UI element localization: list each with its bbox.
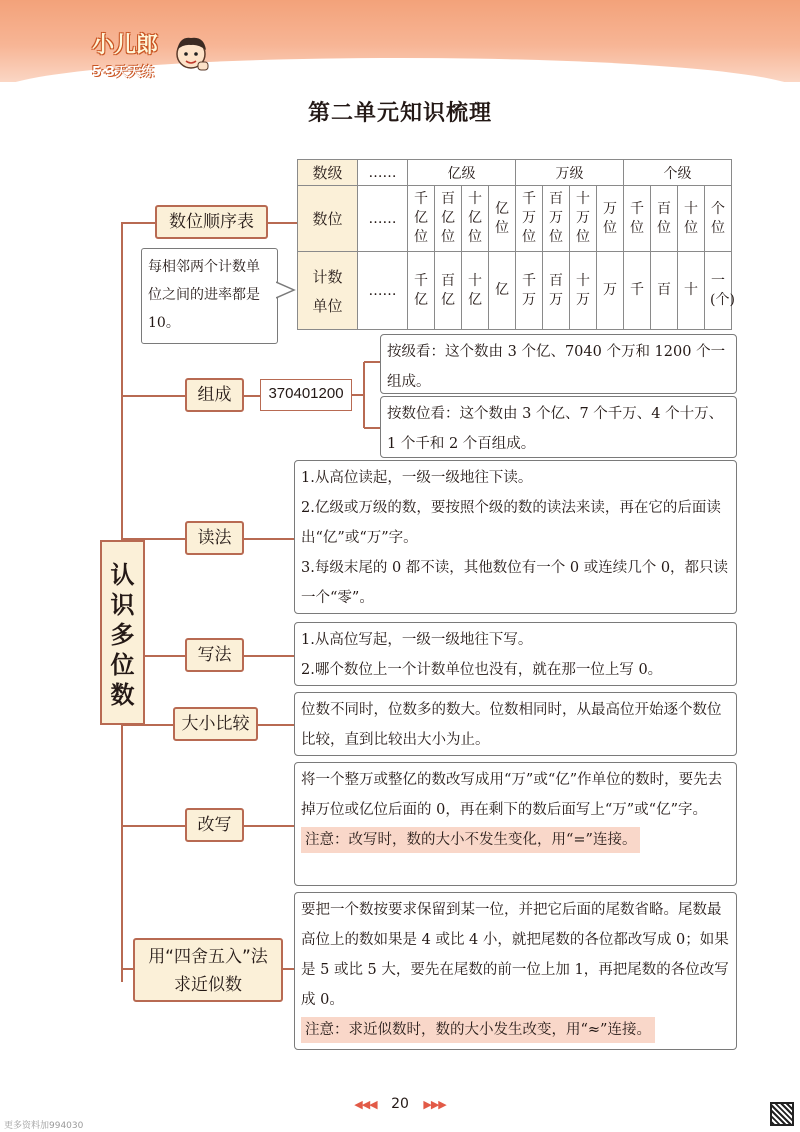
rewrite-note: 注意：改写时，数的大小不发生变化，用“=”连接。 <box>301 827 640 853</box>
footer-right-arrows-icon: ▶▶▶ <box>423 1098 446 1111</box>
digit-cell: 千万位 <box>522 191 536 245</box>
level-dots: …… <box>358 160 408 186</box>
node-approx-label-1: 用“四舍五入”法 <box>148 947 268 967</box>
level-ge: 个级 <box>624 160 732 186</box>
approx-note: 注意：求近似数时，数的大小发生改变，用“≈”连接。 <box>301 1017 655 1043</box>
connector-rewrite-box <box>244 825 294 827</box>
writing-item-1: 1.从高位写起，一级一级地往下写。 <box>301 632 533 648</box>
connector-reading-box <box>244 538 294 540</box>
mascot-boy-icon <box>168 32 214 78</box>
level-wan: 万级 <box>516 160 624 186</box>
brand-logo <box>92 28 158 80</box>
order-table-note-text: 每相邻两个计数单位之间的进率都是10。 <box>148 259 260 331</box>
unit-cell: 万 <box>603 282 617 298</box>
connector-compare-box <box>258 724 294 726</box>
compare-box <box>294 692 737 756</box>
approx-text: 要把一个数按要求保留到某一位，并把它后面的尾数省略。尾数最高位上的数如果是 4 或比 4 小，就把尾数的各位都改写成 0；如果是 5 或比 5 大，要先在尾数的前一位上加 1，再把尾数的各位改写成 0。 <box>301 902 729 1008</box>
center-topic-text: 认识多位数 <box>110 561 135 709</box>
center-topic <box>100 540 145 725</box>
connector-rewrite <box>121 825 185 827</box>
node-writing-label: 写法 <box>197 645 232 665</box>
digit-cell: 十位 <box>684 200 698 236</box>
level-yi: 亿级 <box>408 160 516 186</box>
row-head-digit: 数位 <box>298 186 358 252</box>
unit-cell: 十亿 <box>468 272 482 308</box>
digit-cell: 个位 <box>711 200 725 236</box>
digit-cell: 亿位 <box>495 200 509 236</box>
reading-item-1: 1.从高位读起，一级一级地往下读。 <box>301 470 533 486</box>
node-reading-label: 读法 <box>197 528 232 548</box>
digit-cell: 百亿位 <box>441 191 455 245</box>
writing-box <box>294 622 737 686</box>
unit-cell: 千 <box>630 282 644 298</box>
page-footer <box>0 1096 800 1112</box>
composition-by-digit-box <box>380 396 737 458</box>
node-reading <box>185 521 244 555</box>
node-rewrite <box>185 808 244 842</box>
order-table-note <box>141 248 278 344</box>
qr-code-icon <box>770 1102 794 1126</box>
unit-dots: …… <box>358 252 408 330</box>
digit-cell: 百万位 <box>549 191 563 245</box>
node-order-table-label: 数位顺序表 <box>169 212 254 232</box>
node-rewrite-label: 改写 <box>197 815 232 835</box>
digit-cell: 百位 <box>657 200 671 236</box>
reading-item-3: 3.每级末尾的 0 都不读，其他数位有一个 0 或连续几个 0，都只读一个“零”。 <box>301 560 729 606</box>
rewrite-text: 将一个整万或整亿的数改写成用“万”或“亿”作单位的数时，要先去掉万位或亿位后面的 0，再在剩下的数后面写上“万”或“亿”字。 <box>301 772 723 818</box>
reading-box <box>294 460 737 614</box>
approx-box <box>294 892 737 1050</box>
digit-cell: 十亿位 <box>468 191 482 245</box>
digit-dots: …… <box>358 186 408 252</box>
footer-left-arrows-icon: ◀◀◀ <box>354 1098 377 1111</box>
watermark: 更多资料加994030 <box>4 1121 84 1131</box>
rewrite-box <box>294 762 737 886</box>
node-composition <box>185 378 244 412</box>
unit-cell: 百 <box>657 282 671 298</box>
connector-approx-box <box>283 968 294 970</box>
unit-cell: 一(个) <box>710 272 735 308</box>
connector-composition-num <box>244 395 260 397</box>
row-head-level: 数级 <box>298 160 358 186</box>
row-head-unit-2: 单位 <box>312 296 343 315</box>
unit-cell: 千万 <box>522 272 536 308</box>
unit-cell: 千亿 <box>414 272 428 308</box>
node-composition-label: 组成 <box>197 385 232 405</box>
reading-item-2: 2.亿级或万级的数，要按照个级的数的读法来读，再在它的后面读出“亿”或“万”字。 <box>301 500 721 546</box>
page-title: 第二单元知识梳理 <box>307 101 492 126</box>
composition-bracket <box>352 360 382 440</box>
compare-text: 位数不同时，位数多的数大。位数相同时，从最高位开始逐个数位比较，直到比较出大小为止。 <box>301 702 722 748</box>
digit-cell: 万位 <box>603 200 617 236</box>
connector-writing-box <box>244 655 294 657</box>
unit-cell: 百万 <box>549 272 563 308</box>
unit-cell: 亿 <box>495 282 509 298</box>
composition-by-level-box <box>380 334 737 394</box>
row-head-unit-1: 计数 <box>312 267 343 286</box>
composition-by-digit: 按数位看：这个数由 3 个亿、7 个千万、4 个十万、1 个千和 2 个百组成。 <box>387 406 724 452</box>
composition-by-level: 按级看：这个数由 3 个亿、7040 个万和 1200 个一组成。 <box>387 344 726 390</box>
callout-tail <box>276 280 296 300</box>
node-approx <box>133 938 283 1002</box>
logo-main-text: 小儿郎 <box>92 33 159 58</box>
place-value-table <box>297 159 735 330</box>
node-compare-label: 大小比较 <box>181 714 250 734</box>
unit-cell: 十 <box>684 282 698 298</box>
connector-order-table <box>268 222 298 224</box>
node-order-table <box>155 205 268 239</box>
logo-sub-text: 5·3天天练 <box>92 65 155 80</box>
connector-order <box>121 222 155 224</box>
digit-cell: 千位 <box>630 200 644 236</box>
digit-cell: 十万位 <box>576 191 590 245</box>
node-compare <box>173 707 258 741</box>
page-number: 20 <box>391 1096 409 1112</box>
digit-cell: 千亿位 <box>414 191 428 245</box>
node-approx-label-2: 求近似数 <box>174 975 242 995</box>
connector-approx <box>121 968 133 970</box>
unit-cell: 十万 <box>576 272 590 308</box>
writing-item-2: 2.哪个数位上一个计数单位也没有，就在那一位上写 0。 <box>301 662 663 678</box>
row-head-unit <box>298 252 358 330</box>
unit-cell: 百亿 <box>441 272 455 308</box>
connector-composition <box>121 395 185 397</box>
composition-number: 370401200 <box>260 379 352 411</box>
node-writing <box>185 638 244 672</box>
